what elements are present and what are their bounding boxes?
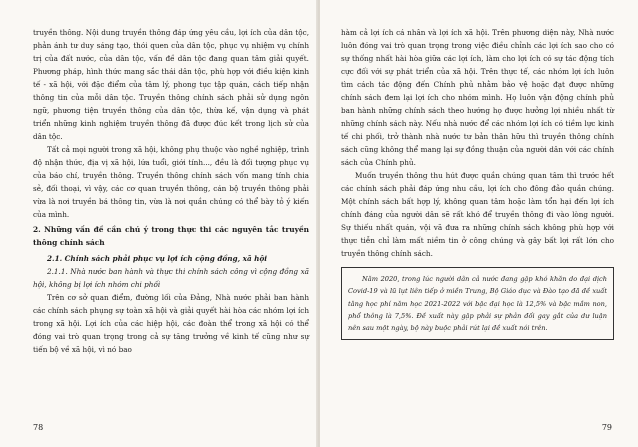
subsubsection-heading: 2.1.1. Nhà nước ban hành và thực thi chính sách công vì cộng đồng xã hội, không bị lợi ích nhóm chi phối: [33, 267, 309, 290]
left-paragraph-1: truyền thông. Nội dung truyền thông đáp ứng yêu cầu, lợi ích của dân tộc, phản ánh tư duy sáng tạo, thói quen của dân tộc, phục vụ nhiệm vụ chính trị của đất nước, của dân tộc, vấn đề dân tộc đang quan tâm giải quyết. Phương pháp, hình thức mang sắc thái dân tộc, phù hợp với điều kiện kinh tế - xã hội, với đặc điểm của tâm lý, phong tục tập quán, cách tiếp nhận thông tin của mỗi dân tộc. Truyền thông chính sách phải sử dụng ngôn ngữ, phương tiện truyền thông của dân tộc, thừa kế, vận dụng và phát triển những kinh nghiệm truyền thông đã được đúc kết trong lịch sử của dân tộc.: [33, 28, 309, 141]
page-number-left: 78: [33, 423, 44, 432]
left-paragraph-last: Trên cơ sở quan điểm, đường lối của Đảng, Nhà nước phải ban hành các chính sách phụng sự toàn xã hội và giải quyết hài hòa các nhóm lợi ích trong xã hội. Lợi ích của các hiệp hội, các đoàn thể trong xã hội có thể đóng vai trò quan trọng trong cả sự tăng trưởng về kinh tế cũng như sự tiến bộ về xã hội, vì nó bao: [33, 293, 309, 355]
left-page: [0, 0, 318, 447]
section-heading: 2. Những vấn đề cần chú ý trong thực thi các nguyên tắc truyền thông chính sách: [33, 225, 309, 247]
right-paragraph-2: Muốn truyền thông thu hút được quần chúng quan tâm thì trước hết các chính sách phải đáp ứng nhu cầu, lợi ích cho đông đảo quần chúng. Một chính sách bất hợp lý, không quan tâm hoặc làm tổn hại đến lợi ích chính đáng của người dân sẽ rất khó để truyền thông đi vào lòng người. Sự thiếu nhất quán, vội vã đưa ra những chính sách không phù hợp với thực tiễn chỉ làm mất niềm tin ở công chúng và gây bất lợi rất lớn cho truyền thông chính sách.: [341, 171, 614, 258]
left-paragraph-2: Tất cả mọi người trong xã hội, không phụ thuộc vào nghề nghiệp, trình độ nhận thức, địa vị xã hội, lứa tuổi, giới tính..., đều là đối tượng phục vụ của báo chí, truyền thông. Truyền thông chính sách vốn mang tính chia sẻ, đối thoại, vì vậy, các cơ quan truyền thông, cán bộ truyền thông phải vừa là nơi truyền bá thông tin, vừa là nơi quần chúng có thể bày tỏ ý kiến của mình.: [33, 145, 309, 219]
subsection-heading: 2.1. Chính sách phải phục vụ lợi ích cộng đồng, xã hội: [47, 254, 268, 264]
example-box: [341, 267, 614, 340]
right-paragraph-1: hàm cả lợi ích cá nhân và lợi ích xã hội. Trên phương diện này, Nhà nước luôn đóng vai trò quan trọng trong việc điều chỉnh các lợi ích sao cho có sự thống nhất hài hòa giữa các lợi ích, làm cho lợi ích có sự tác động tích cực đối với sự phát triển của xã hội. Trên thực tế, các nhóm lợi ích luôn tìm cách tác động đến Chính phủ nhằm bảo vệ hoặc đạt được những chính sách đem lại lợi ích cho nhóm mình. Họ luôn vận động chính phủ ban hành những chính sách theo hướng họ được hưởng lợi nhiều nhất từ những chính sách này. Nếu nhà nước để các nhóm lợi ích có tiềm lực kinh tế chi phối, trở thành nhà nước tư bản thân hữu thì truyền thông chính sách cũng không thể mang lại sự đồng thuận của người dân với các chính sách của Chính phủ.: [341, 28, 614, 167]
page-number-right: 79: [601, 423, 612, 432]
example-box-text: Năm 2020, trong lúc người dân cả nước đang gặp khó khăn do đại dịch Covid-19 và lũ lụt liên tiếp ở miền Trung, Bộ Giáo dục và Đào tạo đã đề xuất tăng học phí năm học 2021-2022 với bậc đại học là 12,5% và bậc mầm non, phổ thông là 7,5%. Đề xuất này gặp phải sự phản đối gay gắt của dư luận nên sau một ngày, bộ này buộc phải rút lại đề xuất nói trên.: [348, 275, 607, 333]
right-page: [320, 0, 638, 447]
